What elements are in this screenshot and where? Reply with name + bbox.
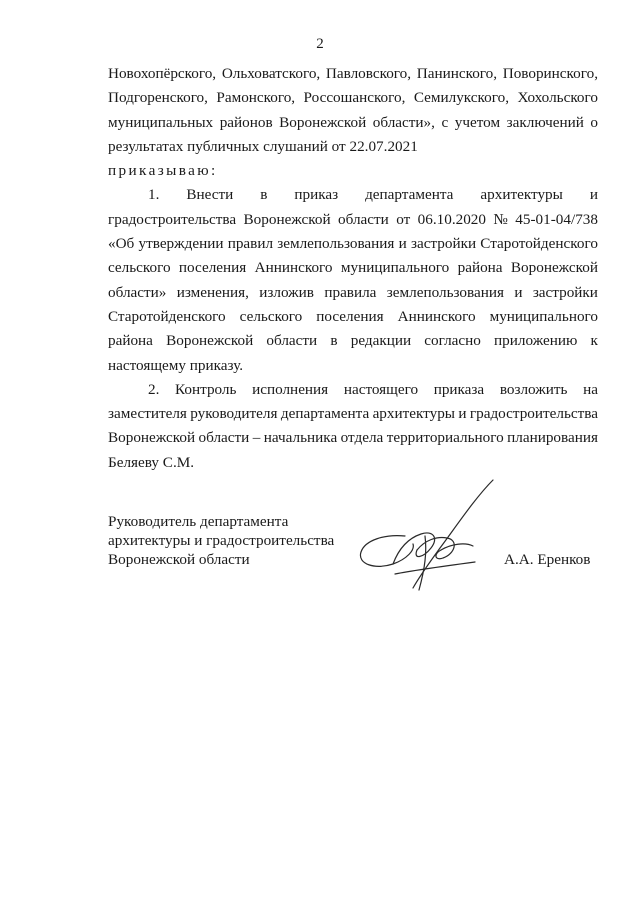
word: архитектуры [372,405,456,423]
item2-last-line: Беляеву С.М. [108,453,195,471]
word: Аннинского [397,307,476,325]
item1-line [108,281,598,305]
word: на [583,380,598,398]
word: Павловского, [325,65,412,82]
item2-line [108,402,598,426]
word: возложить [499,380,568,398]
word: – [252,429,261,447]
item2-first-line [108,378,598,402]
word: № [493,210,508,228]
position-line-2: архитектуры и градостроительства [108,532,335,549]
signatory-position [108,512,334,569]
word: районов [219,113,273,131]
word: архитектуры [480,186,563,204]
word: о [590,113,598,131]
word: Старотойденского [108,307,226,325]
word: департамента [280,405,370,423]
item2-line [108,426,598,450]
word: изложив [259,283,314,301]
word: начальника [263,429,338,447]
word: Воронежской [279,113,367,131]
word: области», [372,113,435,131]
word: градостроительства [469,405,598,423]
intro-line-3 [108,111,598,135]
word: области» [108,283,167,301]
word: сельского [108,259,171,277]
document-body [108,62,598,475]
word: в [260,186,268,204]
word: Внести [186,186,234,204]
handwritten-signature [355,478,495,598]
intro-line-4: результатах публичных слушаний от 22.07.2021 [108,137,418,155]
page-number: 2 [316,36,324,52]
word: Россошанского, [303,89,406,107]
order-word: приказываю: [108,162,218,180]
word: Рамонского, [216,89,296,107]
word: Аннинского [254,259,333,277]
word: Старотойденского [480,235,598,253]
word: руководителя [190,405,278,423]
word: и [458,405,467,423]
word: застройки [410,235,477,253]
word: изменения, [176,283,249,301]
word: приложению [494,332,578,350]
word: Ольховатского, [221,65,321,82]
word: муниципального [489,307,598,325]
word: заключений [506,113,584,131]
word: Воронежской [166,332,254,350]
word: землепользования [386,283,504,301]
word: района [457,259,503,277]
word: 06.10.2020 [417,210,486,228]
item1-first-line [108,183,598,207]
word: сельского [239,307,303,325]
word: Панинского, [416,65,498,82]
word: муниципального [340,259,450,277]
word: от [396,210,411,228]
word: района [108,332,153,350]
word: и [514,283,523,301]
word: поселения [178,259,247,277]
word: поселения [316,307,384,325]
word: приказ [294,186,339,204]
word: исполнения [252,380,329,398]
word: Хохольского [517,89,598,107]
word: к [590,332,598,350]
position-line-1: Руководитель департамента [108,513,289,530]
item1-line [108,232,598,256]
item1-line [108,305,598,329]
word: правил [227,235,274,253]
word: Воронежской [108,429,196,447]
word: утверждении [138,235,224,253]
word: 45-01-04/738 [515,210,598,228]
word: настоящего [343,380,419,398]
word: области [338,210,389,228]
word: градостроительства [108,210,237,228]
word: Поворинского, [502,65,598,82]
word: «Об [108,235,135,253]
word: отдела [340,429,384,447]
word: планирования [507,429,598,447]
intro-line-2 [108,86,598,110]
word: редакции [350,332,412,350]
item1-line [108,329,598,353]
position-line-3: Воронежской области [108,551,250,568]
word: и [398,235,407,253]
word: Воронежской [510,259,598,277]
word: Новохопёрского, [108,65,217,82]
word: землепользования [277,235,395,253]
word: Семилукского, [413,89,509,107]
word: приказа [433,380,485,398]
word: области [198,429,250,447]
word: с [441,113,449,131]
word: Контроль [175,380,237,398]
word: правила [324,283,377,301]
word: в [330,332,338,350]
item1-line [108,208,598,232]
item1-line [108,256,598,280]
word: застройки [532,283,598,301]
item1-last-line: настоящему приказу. [108,356,244,374]
word: Подгоренского, [108,89,208,107]
word: 2. [148,380,160,398]
word: территориального [386,429,504,447]
word: заместителя [108,405,187,423]
word: 1. [148,186,160,204]
word: муниципальных [108,113,214,131]
word: Воронежской [243,210,331,228]
intro-line-1 [108,62,598,86]
word: и [589,186,598,204]
signer-name: А.А. Еренков [504,551,591,568]
word: департамента [365,186,454,204]
word: согласно [424,332,481,350]
word: области [266,332,318,350]
word: учетом [454,113,501,131]
